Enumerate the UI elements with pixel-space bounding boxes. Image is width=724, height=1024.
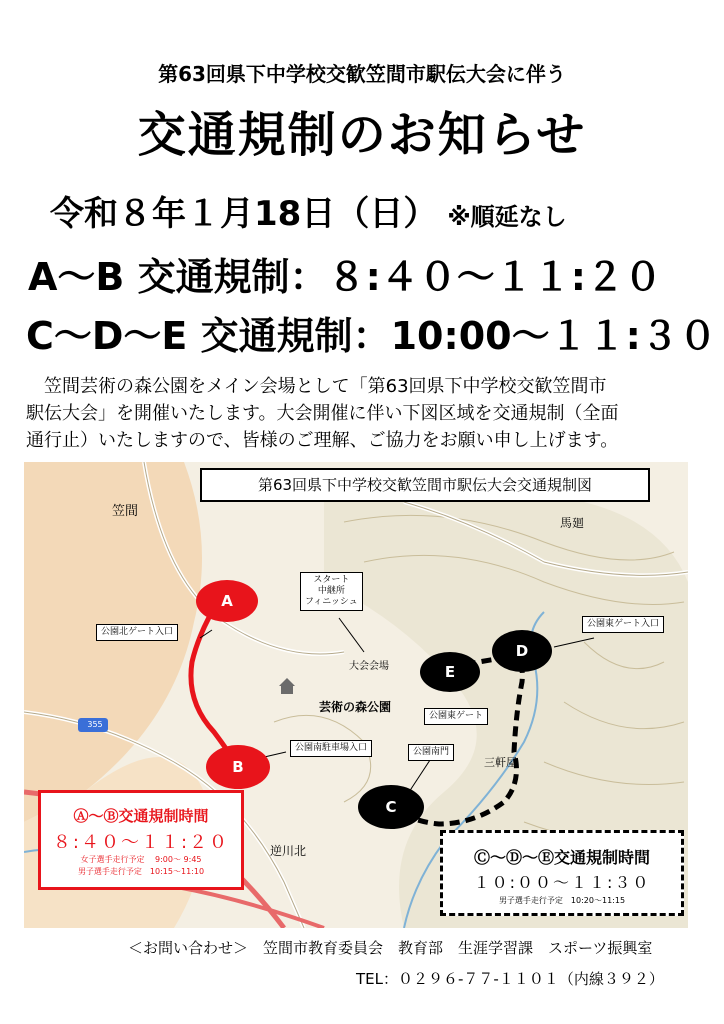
notice-line: 笠間芸術の森公園をメイン会場として「第63回県下中学校交歓笠間市	[26, 376, 607, 397]
contact-department: ＜お問い合わせ＞ 笠間市教育委員会 教育部 生涯学習課 スポーツ振興室	[128, 939, 653, 957]
point-d-marker: D	[492, 630, 552, 672]
start-label: スタート	[313, 575, 350, 585]
ab-box-row-boys: 男子選手走行予定 10:15～11:10	[77, 867, 205, 876]
cde-box-time: １０:００～１１:３０	[473, 873, 651, 892]
date-text: 令和８年１月18日（日）	[50, 194, 438, 234]
page-title: 交通規制のお知らせ	[137, 107, 587, 163]
notice-body	[26, 373, 706, 454]
date-note: ※順延なし	[447, 203, 567, 231]
notice-line: 駅伝大会」を開催いたします。大会開催に伴い下図区域を交通規制（全面	[26, 403, 619, 424]
point-b-marker: B	[206, 745, 270, 789]
cde-time-box	[440, 830, 684, 916]
point-e-marker: E	[420, 652, 480, 692]
event-subtitle: 第63回県下中学校交歓笠間市駅伝大会に伴う	[158, 62, 566, 86]
ab-box-row-girls: 女子選手走行予定 9:00～ 9:45	[80, 855, 202, 864]
relay-label: 中継所	[317, 586, 345, 596]
place-magari: 馬廻	[560, 516, 585, 530]
start-callout	[300, 572, 363, 611]
ab-box-time: ８:４０～１１:２０	[52, 832, 230, 853]
ab-time-box	[38, 790, 244, 890]
cde-regulation-time: C～D～E 交通規制：10:00～１１:３０	[26, 314, 717, 358]
point-c-marker: C	[358, 785, 424, 829]
point-a-marker: A	[196, 580, 258, 622]
place-park: 芸術の森公園	[319, 700, 392, 714]
ab-box-heading: Ⓐ～Ⓑ交通規制時間	[73, 807, 209, 825]
south-gate-callout: 公園南門	[408, 744, 454, 761]
cde-box-heading: Ⓒ～Ⓓ～Ⓔ交通規制時間	[473, 848, 650, 867]
ab-regulation-time: A～B 交通規制：８:４０～１１:２０	[28, 255, 662, 299]
finish-label: フィニッシュ	[305, 597, 358, 607]
south-parking-callout: 公園南駐車場入口	[290, 740, 372, 757]
cde-box-row-boys: 男子選手走行予定 10:20～11:15	[498, 896, 626, 905]
contact-phone: TEL：０２９６-７７-１１０１（内線３９２）	[356, 970, 664, 988]
east-gate-callout: 公園東ゲート	[424, 708, 488, 725]
route-number: 355	[87, 720, 103, 729]
north-gate-callout: 公園北ゲート入口	[96, 624, 178, 641]
place-kasama: 笠間	[112, 504, 139, 519]
place-venue: 大会会場	[349, 661, 389, 672]
map-title: 第63回県下中学校交歓笠間市駅伝大会交通規制図	[200, 468, 650, 502]
notice-line: 通行止）いたしますので、皆様のご理解、ご協力をお願い申し上げます。	[26, 430, 619, 451]
place-sakagawa: 逆川北	[270, 844, 307, 858]
place-mikka: 三軒屋	[484, 756, 517, 769]
event-date	[50, 186, 567, 235]
east-gate-entry-callout: 公園東ゲート入口	[582, 616, 664, 633]
